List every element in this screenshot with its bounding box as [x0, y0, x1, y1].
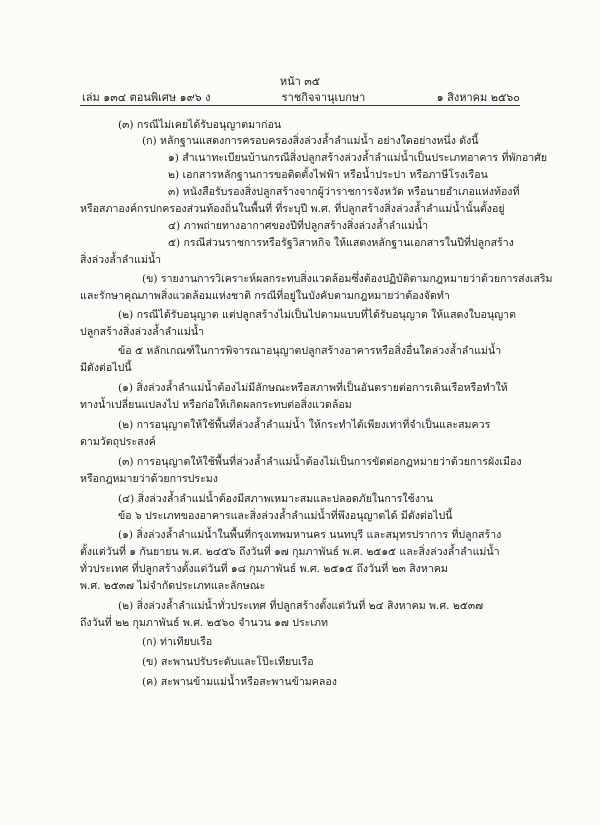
page-number: หน้า ๓๕ — [279, 75, 321, 88]
text-line: ตามวัตถุประสงค์ — [80, 436, 156, 448]
text-line: หรือสภาองค์กรปกครองส่วนท้องถิ่นในพื้นที่ ที่ระบุปี พ.ศ. ที่ปลูกสร้างสิ่งล่วงล้ำลำแม่น้ำนั้นตั้งอยู่ — [80, 203, 505, 215]
text-line: ปลูกสร้างสิ่งล่วงล้ำลำแม่น้ำ — [80, 326, 205, 338]
text-line: (ค) สะพานข้ามแม่น้ำหรือสะพานข้ามคลอง — [142, 676, 337, 688]
text-line: (๒) การอนุญาตให้ใช้พื้นที่ล่วงล้ำลำแม่น้ำ ให้กระทำได้เพียงเท่าที่จำเป็นและสมควร — [118, 419, 491, 431]
text-line: (ก) ท่าเทียบเรือ — [142, 636, 213, 648]
text-line: ข้อ ๖ ประเภทของอาคารและสิ่งล่วงล้ำลำแม่น้ำที่พึงอนุญาตได้ มีดังต่อไปนี้ — [118, 510, 453, 522]
text-line: พ.ศ. ๒๕๓๗ ไม่จำกัดประเภทและลักษณะ — [80, 580, 266, 592]
text-line: (๓) การอนุญาตให้ใช้พื้นที่ล่วงล้ำลำแม่น้ำต้องไม่เป็นการขัดต่อกฎหมายว่าด้วยการผังเมือง — [118, 456, 522, 468]
text-line: ข้อ ๕ หลักเกณฑ์ในการพิจารณาอนุญาตปลูกสร้างอาคารหรือสิ่งอื่นใดล่วงล้ำลำแม่น้ำ — [118, 345, 502, 357]
text-line: สิ่งล่วงล้ำลำแม่น้ำ — [80, 254, 162, 266]
volume-label: เล่ม ๑๓๔ ตอนพิเศษ ๑๙๖ ง — [82, 91, 211, 104]
gazette-title: ราชกิจจานุเบกษา — [281, 91, 366, 104]
text-line: ๑) สำเนาทะเบียนบ้านกรณีสิ่งปลูกสร้างล่วงล้ำลำแม่น้ำเป็นประเภทอาคาร ที่พักอาศัย — [168, 152, 548, 164]
text-line: และรักษาคุณภาพสิ่งแวดล้อมแห่งชาติ กรณีที่อยู่ในบังคับตามกฎหมายว่าต้องจัดทำ — [80, 290, 450, 302]
text-line: ๕) กรณีส่วนราชการหรือรัฐวิสาหกิจ ให้แสดงหลักฐานเอกสารในปีที่ปลูกสร้าง — [168, 237, 514, 249]
text-line: (ข) รายงานการวิเคราะห์ผลกระทบสิ่งแวดล้อมซึ่งต้องปฏิบัติตามกฎหมายว่าด้วยการส่งเสริม — [142, 273, 553, 285]
text-line: (๓) กรณีไม่เคยได้รับอนุญาตมาก่อน — [118, 119, 282, 131]
text-line: (ก) หลักฐานแสดงการครอบครองสิ่งล่วงล้ำลำแม่น้ำ อย่างใดอย่างหนึ่ง ดังนี้ — [142, 135, 479, 147]
text-line: หรือกฎหมายว่าด้วยการประมง — [80, 473, 218, 485]
text-line: ๒) เอกสารหลักฐานการขอติดตั้งไฟฟ้า หรือน้ำประปา หรือภาษีโรงเรือน — [168, 169, 488, 181]
text-line: (ข) สะพานปรับระดับและโป๊ะเทียบเรือ — [142, 656, 314, 668]
text-line: (๔) สิ่งล่วงล้ำลำแม่น้ำต้องมีสภาพเหมาะสมและปลอดภัยในการใช้งาน — [118, 493, 434, 505]
text-line: (๒) กรณีได้รับอนุญาต แต่ปลูกสร้างไม่เป็นไปตามแบบที่ได้รับอนุญาต ให้แสดงใบอนุญาต — [118, 309, 516, 321]
text-line: ๓) หนังสือรับรองสิ่งปลูกสร้างจากผู้ว่าราชการจังหวัด หรือนายอำเภอแห่งท้องที่ — [168, 186, 520, 198]
issue-date: ๑ สิงหาคม ๒๕๖๐ — [436, 91, 520, 104]
text-line: ทางน้ำเปลี่ยนแปลงไป หรือก่อให้เกิดผลกระทบต่อสิ่งแวดล้อม — [80, 399, 352, 411]
text-line: ตั้งแต่วันที่ ๑ กันยายน พ.ศ. ๒๔๕๖ ถึงวันที่ ๑๗ กุมภาพันธ์ พ.ศ. ๒๕๑๕ และสิ่งล่วงล้ำลำแม่น้ำ — [80, 546, 500, 558]
gazette-header — [82, 88, 520, 106]
text-line: ถึงวันที่ ๒๒ กุมภาพันธ์ พ.ศ. ๒๕๖๐ จำนวน ๑๗ ประเภท — [80, 617, 328, 629]
text-line: (๒) สิ่งล่วงล้ำลำแม่น้ำทั่วประเทศ ที่ปลูกสร้างตั้งแต่วันที่ ๒๔ สิงหาคม พ.ศ. ๒๕๓๗ — [118, 600, 484, 612]
text-line: (๑) สิ่งล่วงล้ำลำแม่น้ำในพื้นที่กรุงเทพมหานคร นนทบุรี และสมุทรปราการ ที่ปลูกสร้าง — [118, 529, 502, 541]
header-rule — [80, 105, 520, 106]
text-line: (๑) สิ่งล่วงล้ำลำแม่น้ำต้องไม่มีลักษณะหรือสภาพที่เป็นอันตรายต่อการเดินเรือหรือทำให้ — [118, 382, 508, 394]
text-line: มีดังต่อไปนี้ — [80, 362, 132, 374]
text-line: ทั่วประเทศ ที่ปลูกสร้างตั้งแต่วันที่ ๑๘ กุมภาพันธ์ พ.ศ. ๒๕๑๕ ถึงวันที่ ๒๓ สิงหาคม — [80, 563, 448, 575]
text-line: ๔) ภาพถ่ายทางอากาศของปีที่ปลูกสร้างสิ่งล่วงล้ำลำแม่น้ำ — [168, 220, 429, 232]
